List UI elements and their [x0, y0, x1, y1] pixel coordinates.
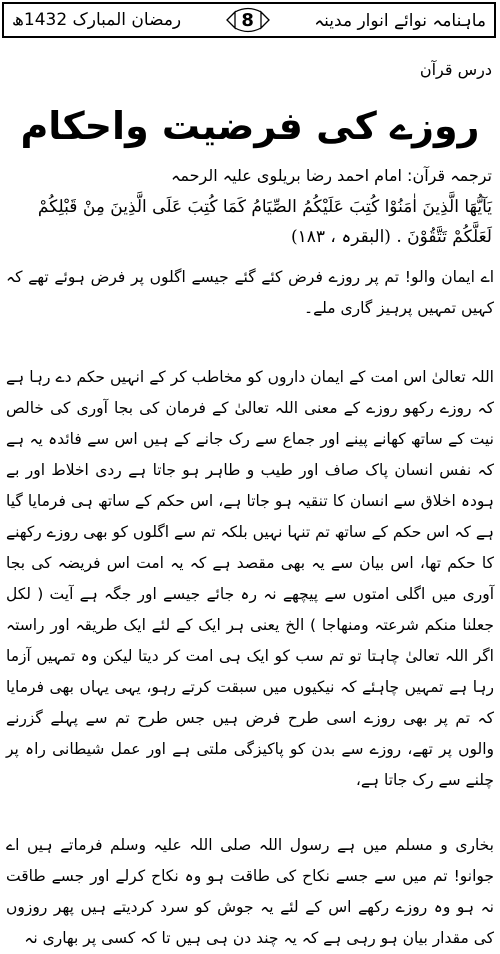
ayah-translation	[6, 262, 494, 324]
section-label: درس قرآن	[419, 60, 492, 79]
page-number-badge	[225, 7, 271, 33]
commentary	[6, 362, 494, 796]
hadith	[6, 830, 494, 954]
commentary-paragraph: اللہ تعالیٰ اس امت کے ایمان داروں کو مخاطب کر کے انہیں حکم دے رہا ہے کہ روزے رکھو روزے کے معنی اللہ تعالیٰ کے فرمان کی بجا آوری کی خالص نیت کے ساتھ کھانے پینے اور جماع سے رک جانے کے ہیں اس سے فائدہ یہ ہے کہ نفس انسان پاک صاف اور طیب و طاہر ہو جاتا ہے ردی اخلاط اور بے ہودہ اخلاق سے انسان کا تنقیہ ہو جاتا ہے، اس حکم کے ساتھ ہی فرمایا گیا ہے کہ اس حکم کے ساتھ تم تنہا نہیں بلکہ تم سے اگلوں کو بھی روزے رکھنے کا حکم تھا، اس بیان سے یہ بھی مقصد ہے کہ یہ امت اس فریضہ کی بجا آوری میں اگلی امتوں سے پیچھے نہ رہ جائے جیسے اور جگہ ہے آیت ( لکل جعلنا منکم شرعتہ ومنھاجا ) الخ یعنی ہر ایک کے لئے ایک طریقہ اور راستہ اگر اللہ تعالیٰ چاہتا تو تم سب کو ایک ہی امت کر دیتا لیکن وہ تمہیں آزما رہا ہے تمہیں چاہئے کہ نیکیوں میں سبقت کرتے رہو، یہی یہاں بھی فرمایا کہ تم پر بھی روزے اسی طرح فرض ہیں جس طرح تم سے پہلے گزرنے والوں پر تھے، روزے سے بدن کو پاکیزگی ملتی ہے اور عمل شیطانی راہ پر چلنے سے رک جاتا ہے،	[6, 368, 494, 789]
translator-credit: ترجمہ قرآن: امام احمد رضا بریلوی علیہ الرحمہ	[171, 166, 492, 185]
magazine-name: ماہنامہ نوائے انوار مدینہ	[314, 10, 486, 31]
quran-ayah: يَآيُّهَا الَّذِينَ اٰمَنُوْا كُتِبَ عَلَيْكُمُ الصِّيَامُ كَمَا كُتِبَ عَلَى الَّذِينَ مِنْ قَبْلِكُمْ لَعَلَّكُمْ تَتَّقُوْنَ . (البقرہ ، ۱۸۳)	[37, 197, 492, 247]
hadith-paragraph: بخاری و مسلم میں ہے رسول اللہ صلی اللہ علیہ وسلم فرماتے ہیں اے جوانو! تم میں سے جسے نکاح کی طاقت ہو وہ نکاح کرلے اور جسے طاقت نہ ہو وہ روزے رکھے اس کے لئے یہ جوش کو سرد کردیتے ہیں پھر روزوں کی مقدار بیان ہو رہی ہے کہ یہ چند دن ہی ہیں تا کہ کسی پر بھاری نہ	[6, 836, 494, 947]
article-title: روزے کی فرضیت واحکام	[20, 104, 480, 148]
page-header	[2, 2, 496, 38]
translation-paragraph: اے ایمان والو! تم پر روزے فرض کئے گئے جیسے اگلوں پر فرض ہوئے تھے کہ کہیں تمہیں پرہیز گاری ملے۔	[6, 268, 494, 317]
page-number: 8	[241, 9, 254, 31]
issue-date: رمضان المبارک 1432ھ	[12, 10, 182, 30]
